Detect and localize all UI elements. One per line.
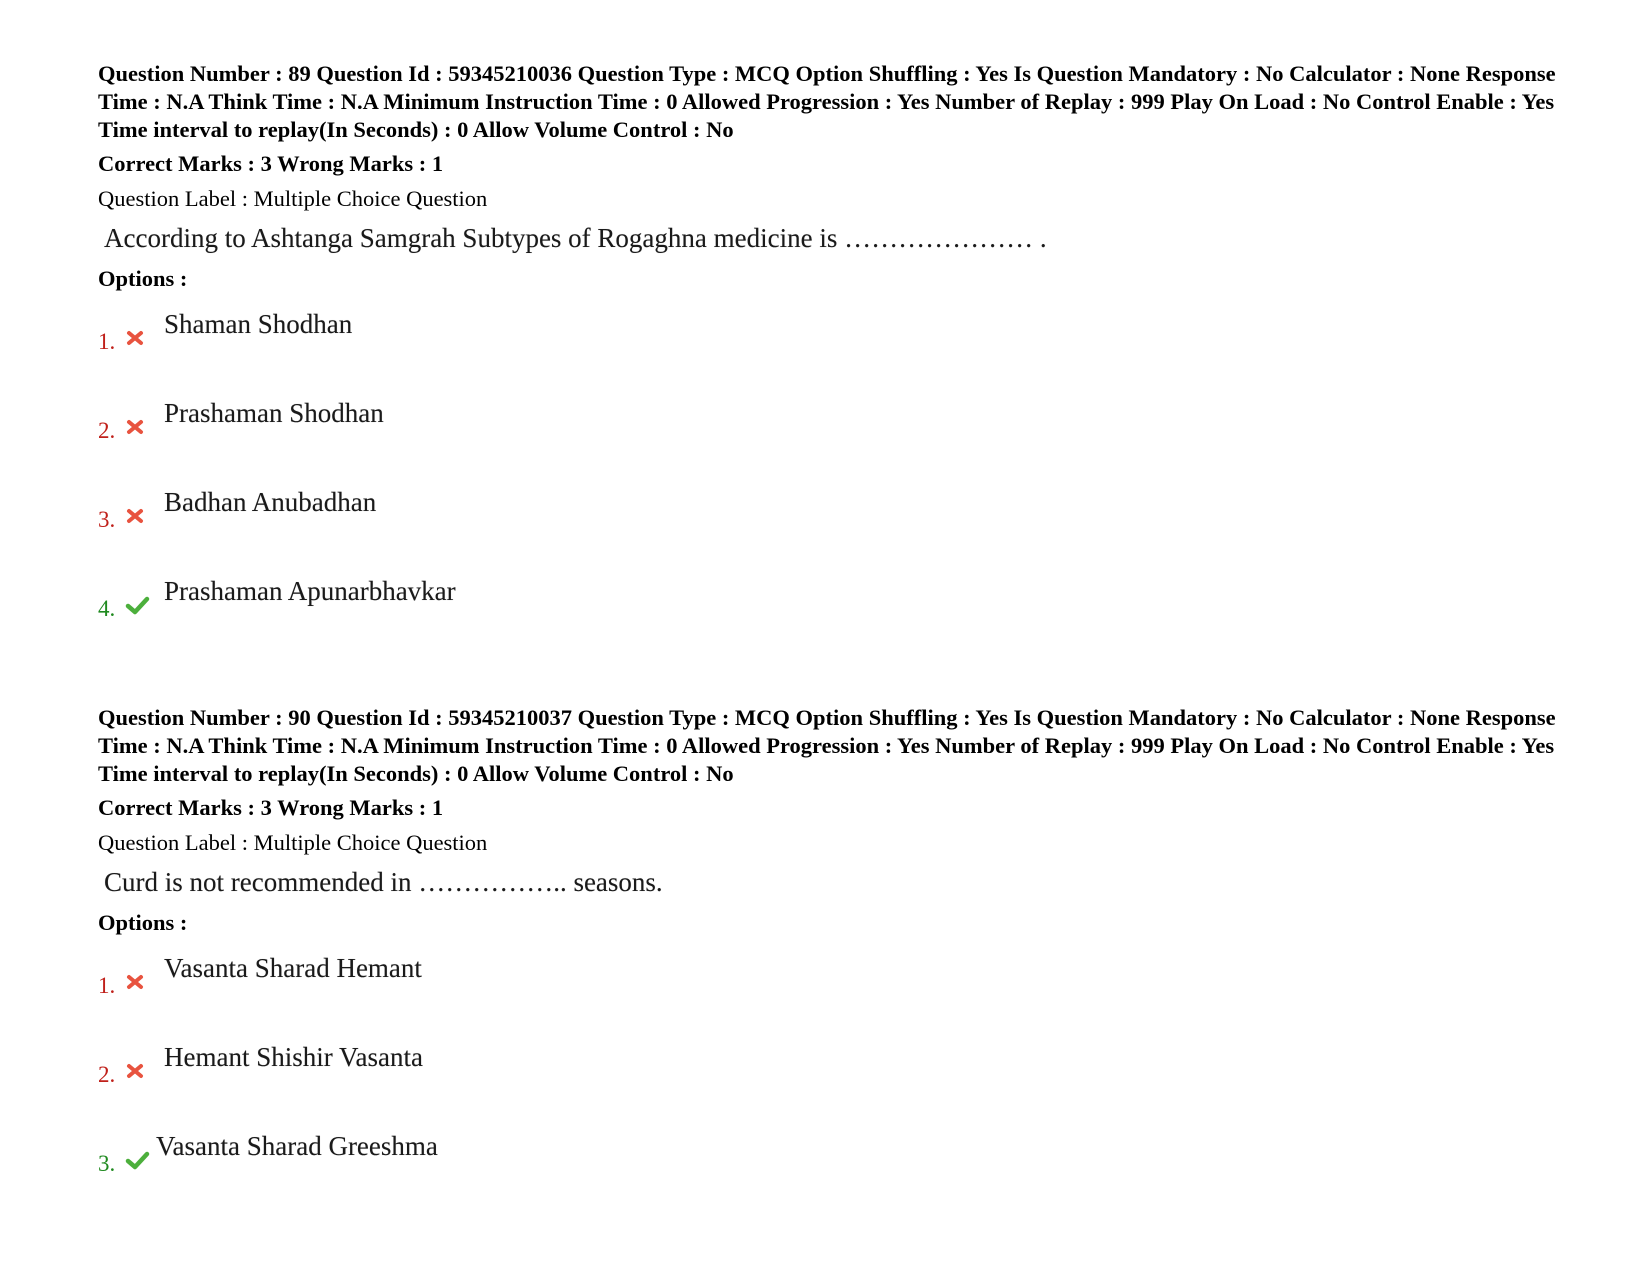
option-item [98, 1026, 1560, 1115]
option-item [98, 471, 1560, 560]
options-list [98, 937, 1560, 1204]
option-text: Badhan Anubadhan [164, 487, 377, 517]
option-item [98, 560, 1560, 649]
option-item [98, 382, 1560, 471]
option-text: Hemant Shishir Vasanta [164, 1042, 423, 1072]
cross-icon [124, 327, 146, 349]
option-item [98, 293, 1560, 382]
option-number: 4. [98, 596, 116, 621]
option-number: 1. [98, 973, 116, 998]
check-icon [124, 1149, 150, 1171]
question-text: According to Ashtanga Samgrah Subtypes of Rogaghna medicine is ………………… . [104, 223, 1047, 253]
cross-icon [124, 1060, 146, 1082]
option-number: 2. [98, 1062, 116, 1087]
option-text: Vasanta Sharad Greeshma [156, 1131, 438, 1161]
question-marks: Correct Marks : 3 Wrong Marks : 1 [98, 795, 444, 820]
option-item [98, 1115, 1560, 1204]
question-block-90 [98, 704, 1560, 1204]
question-label: Question Label : Multiple Choice Question [98, 186, 488, 211]
cross-icon [124, 505, 146, 527]
options-heading: Options : [98, 910, 188, 935]
option-number: 2. [98, 418, 116, 443]
cross-icon [124, 416, 146, 438]
check-icon [124, 594, 150, 616]
option-text: Shaman Shodhan [164, 309, 353, 339]
option-item [98, 937, 1560, 1026]
cross-icon [124, 971, 146, 993]
question-meta: Question Number : 90 Question Id : 59345210037 Question Type : MCQ Option Shuffling : Yes Is Question Mandatory : No Calculator : None Response Time : N.A Think Time : N.A Minimum Instruction Time : 0 Allowed Progression : Yes Number of Replay : 999 Play On Load : No Control Enable : Yes Time interval to replay(In Seconds) : 0 Allow Volume Control : No [98, 705, 1556, 786]
question-marks: Correct Marks : 3 Wrong Marks : 1 [98, 151, 444, 176]
options-list [98, 293, 1560, 649]
question-block-89 [98, 60, 1560, 649]
option-text: Prashaman Apunarbhavkar [164, 576, 456, 606]
question-text: Curd is not recommended in …………….. seasons. [104, 867, 663, 897]
question-label: Question Label : Multiple Choice Question [98, 830, 488, 855]
options-heading: Options : [98, 266, 188, 291]
question-meta: Question Number : 89 Question Id : 59345210036 Question Type : MCQ Option Shuffling : Yes Is Question Mandatory : No Calculator : None Response Time : N.A Think Time : N.A Minimum Instruction Time : 0 Allowed Progression : Yes Number of Replay : 999 Play On Load : No Control Enable : Yes Time interval to replay(In Seconds) : 0 Allow Volume Control : No [98, 61, 1556, 142]
option-number: 1. [98, 329, 116, 354]
option-text: Vasanta Sharad Hemant [164, 953, 422, 983]
option-text: Prashaman Shodhan [164, 398, 384, 428]
option-number: 3. [98, 507, 116, 532]
option-number: 3. [98, 1151, 116, 1176]
